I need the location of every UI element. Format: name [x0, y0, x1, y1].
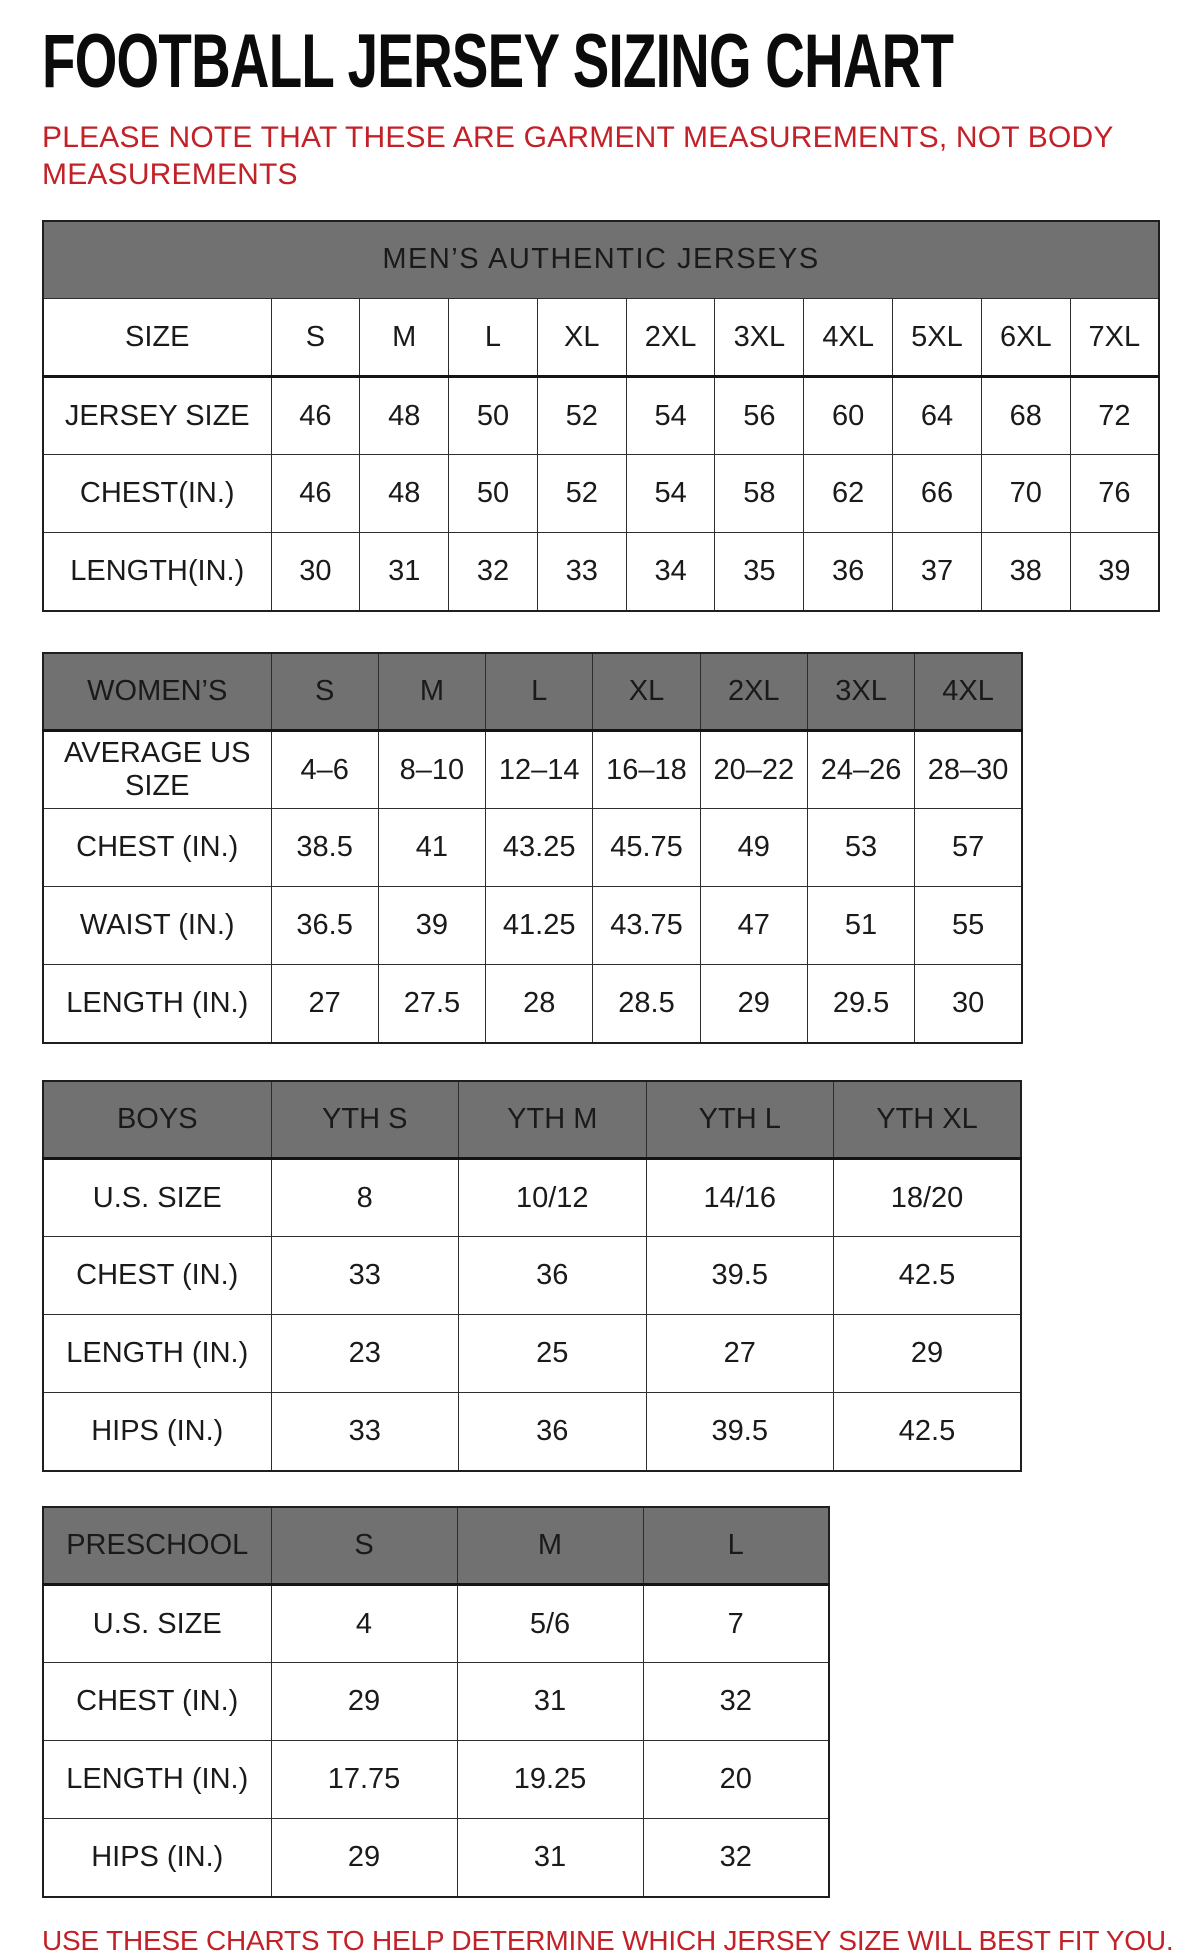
value-cell: 49 — [700, 809, 807, 887]
row-label-cell: LENGTH (IN.) — [43, 965, 271, 1043]
table-row — [43, 1585, 829, 1663]
value-cell: 32 — [643, 1819, 829, 1897]
header-size-cell: L — [486, 653, 593, 731]
value-cell: 36 — [804, 533, 893, 611]
header-size-cell: 2XL — [700, 653, 807, 731]
table-row — [43, 1663, 829, 1741]
value-cell: 31 — [457, 1663, 643, 1741]
header-size-cell: 3XL — [715, 299, 804, 377]
value-cell: 46 — [271, 377, 360, 455]
value-cell: 41.25 — [486, 887, 593, 965]
preschool-sizing-table — [42, 1506, 830, 1898]
table-row — [43, 455, 1159, 533]
table-row — [43, 377, 1159, 455]
header-size-cell: S — [271, 299, 360, 377]
value-cell: 57 — [915, 809, 1022, 887]
value-cell: 10/12 — [459, 1159, 647, 1237]
header-size-cell: 2XL — [626, 299, 715, 377]
value-cell: 64 — [893, 377, 982, 455]
value-cell: 36.5 — [271, 887, 378, 965]
value-cell: 28.5 — [593, 965, 700, 1043]
value-cell: 53 — [807, 809, 914, 887]
value-cell: 4–6 — [271, 731, 378, 809]
footer-note: USE THESE CHARTS TO HELP DETERMINE WHICH JERSEY SIZE WILL BEST FIT YOU. — [42, 1924, 1174, 1956]
value-cell: 38 — [981, 533, 1070, 611]
header-size-cell: 5XL — [893, 299, 982, 377]
value-cell: 39 — [1070, 533, 1159, 611]
value-cell: 34 — [626, 533, 715, 611]
garment-measurements-note: PLEASE NOTE THAT THESE ARE GARMENT MEASUREMENTS, NOT BODY MEASUREMENTS — [42, 121, 1114, 191]
value-cell: 19.25 — [457, 1741, 643, 1819]
row-label-cell: HIPS (IN.) — [43, 1819, 271, 1897]
value-cell: 39.5 — [646, 1393, 834, 1471]
header-size-cell: M — [378, 653, 485, 731]
value-cell: 31 — [360, 533, 449, 611]
table-row — [43, 1315, 1021, 1393]
value-cell: 7 — [643, 1585, 829, 1663]
table-row — [43, 965, 1022, 1043]
header-size-cell: L — [449, 299, 538, 377]
table-row — [43, 809, 1022, 887]
row-label-cell: LENGTH (IN.) — [43, 1741, 271, 1819]
header-label-cell: WOMEN’S — [43, 653, 271, 731]
value-cell: 8–10 — [378, 731, 485, 809]
value-cell: 18/20 — [834, 1159, 1022, 1237]
header-size-cell: M — [360, 299, 449, 377]
header-size-cell: M — [457, 1507, 643, 1585]
header-size-cell: YTH XL — [834, 1081, 1022, 1159]
value-cell: 17.75 — [271, 1741, 457, 1819]
header-size-cell: L — [643, 1507, 829, 1585]
value-cell: 76 — [1070, 455, 1159, 533]
value-cell: 35 — [715, 533, 804, 611]
value-cell: 29.5 — [807, 965, 914, 1043]
value-cell: 29 — [700, 965, 807, 1043]
value-cell: 25 — [459, 1315, 647, 1393]
boys-sizing-table — [42, 1080, 1022, 1472]
page-title: FOOTBALL JERSEY SIZING CHART — [42, 19, 954, 104]
row-label-cell: AVERAGE US SIZE — [43, 731, 271, 809]
value-cell: 29 — [271, 1819, 457, 1897]
value-cell: 42.5 — [834, 1237, 1022, 1315]
value-cell: 28–30 — [915, 731, 1022, 809]
value-cell: 32 — [643, 1663, 829, 1741]
value-cell: 39.5 — [646, 1237, 834, 1315]
header-size-cell: 7XL — [1070, 299, 1159, 377]
value-cell: 52 — [537, 377, 626, 455]
value-cell: 31 — [457, 1819, 643, 1897]
header-size-cell: XL — [537, 299, 626, 377]
value-cell: 42.5 — [834, 1393, 1022, 1471]
value-cell: 29 — [271, 1663, 457, 1741]
value-cell: 27.5 — [378, 965, 485, 1043]
row-label-cell: LENGTH(IN.) — [43, 533, 271, 611]
row-label-cell: U.S. SIZE — [43, 1585, 271, 1663]
value-cell: 43.75 — [593, 887, 700, 965]
row-label-cell: JERSEY SIZE — [43, 377, 271, 455]
table-row — [43, 1159, 1021, 1237]
row-label-cell: WAIST (IN.) — [43, 887, 271, 965]
value-cell: 5/6 — [457, 1585, 643, 1663]
value-cell: 20 — [643, 1741, 829, 1819]
value-cell: 37 — [893, 533, 982, 611]
header-size-cell: YTH L — [646, 1081, 834, 1159]
value-cell: 48 — [360, 377, 449, 455]
table-row — [43, 1237, 1021, 1315]
value-cell: 38.5 — [271, 809, 378, 887]
row-label-cell: HIPS (IN.) — [43, 1393, 271, 1471]
row-label-cell: U.S. SIZE — [43, 1159, 271, 1237]
value-cell: 46 — [271, 455, 360, 533]
row-label-cell: LENGTH (IN.) — [43, 1315, 271, 1393]
value-cell: 55 — [915, 887, 1022, 965]
row-label-cell: CHEST (IN.) — [43, 809, 271, 887]
value-cell: 58 — [715, 455, 804, 533]
value-cell: 29 — [834, 1315, 1022, 1393]
header-size-cell: 3XL — [807, 653, 914, 731]
header-size-cell: 4XL — [915, 653, 1022, 731]
value-cell: 70 — [981, 455, 1070, 533]
value-cell: 33 — [271, 1237, 459, 1315]
value-cell: 16–18 — [593, 731, 700, 809]
header-size-cell: S — [271, 653, 378, 731]
value-cell: 33 — [537, 533, 626, 611]
value-cell: 32 — [449, 533, 538, 611]
value-cell: 68 — [981, 377, 1070, 455]
value-cell: 36 — [459, 1237, 647, 1315]
womens-sizing-table — [42, 652, 1023, 1044]
value-cell: 52 — [537, 455, 626, 533]
header-size-cell: 6XL — [981, 299, 1070, 377]
header-size-cell: 4XL — [804, 299, 893, 377]
value-cell: 54 — [626, 377, 715, 455]
row-label-cell: CHEST(IN.) — [43, 455, 271, 533]
value-cell: 60 — [804, 377, 893, 455]
header-label-cell: PRESCHOOL — [43, 1507, 271, 1585]
value-cell: 54 — [626, 455, 715, 533]
table-banner: MEN’S AUTHENTIC JERSEYS — [43, 221, 1159, 299]
value-cell: 51 — [807, 887, 914, 965]
value-cell: 47 — [700, 887, 807, 965]
header-label-cell: BOYS — [43, 1081, 271, 1159]
value-cell: 20–22 — [700, 731, 807, 809]
value-cell: 4 — [271, 1585, 457, 1663]
value-cell: 45.75 — [593, 809, 700, 887]
value-cell: 33 — [271, 1393, 459, 1471]
value-cell: 30 — [271, 533, 360, 611]
value-cell: 66 — [893, 455, 982, 533]
value-cell: 56 — [715, 377, 804, 455]
value-cell: 41 — [378, 809, 485, 887]
value-cell: 23 — [271, 1315, 459, 1393]
table-row — [43, 1741, 829, 1819]
mens-authentic-jerseys-table — [42, 220, 1160, 612]
header-size-cell: S — [271, 1507, 457, 1585]
header-label-cell: SIZE — [43, 299, 271, 377]
table-row — [43, 887, 1022, 965]
value-cell: 28 — [486, 965, 593, 1043]
value-cell: 27 — [646, 1315, 834, 1393]
row-label-cell: CHEST (IN.) — [43, 1237, 271, 1315]
table-row — [43, 1819, 829, 1897]
value-cell: 30 — [915, 965, 1022, 1043]
value-cell: 43.25 — [486, 809, 593, 887]
table-row — [43, 533, 1159, 611]
value-cell: 50 — [449, 377, 538, 455]
value-cell: 39 — [378, 887, 485, 965]
value-cell: 12–14 — [486, 731, 593, 809]
row-label-cell: CHEST (IN.) — [43, 1663, 271, 1741]
value-cell: 48 — [360, 455, 449, 533]
value-cell: 62 — [804, 455, 893, 533]
value-cell: 27 — [271, 965, 378, 1043]
value-cell: 72 — [1070, 377, 1159, 455]
header-size-cell: XL — [593, 653, 700, 731]
value-cell: 24–26 — [807, 731, 914, 809]
header-size-cell: YTH S — [271, 1081, 459, 1159]
value-cell: 50 — [449, 455, 538, 533]
value-cell: 8 — [271, 1159, 459, 1237]
value-cell: 14/16 — [646, 1159, 834, 1237]
value-cell: 36 — [459, 1393, 647, 1471]
table-row — [43, 1393, 1021, 1471]
header-size-cell: YTH M — [459, 1081, 647, 1159]
table-row — [43, 731, 1022, 809]
